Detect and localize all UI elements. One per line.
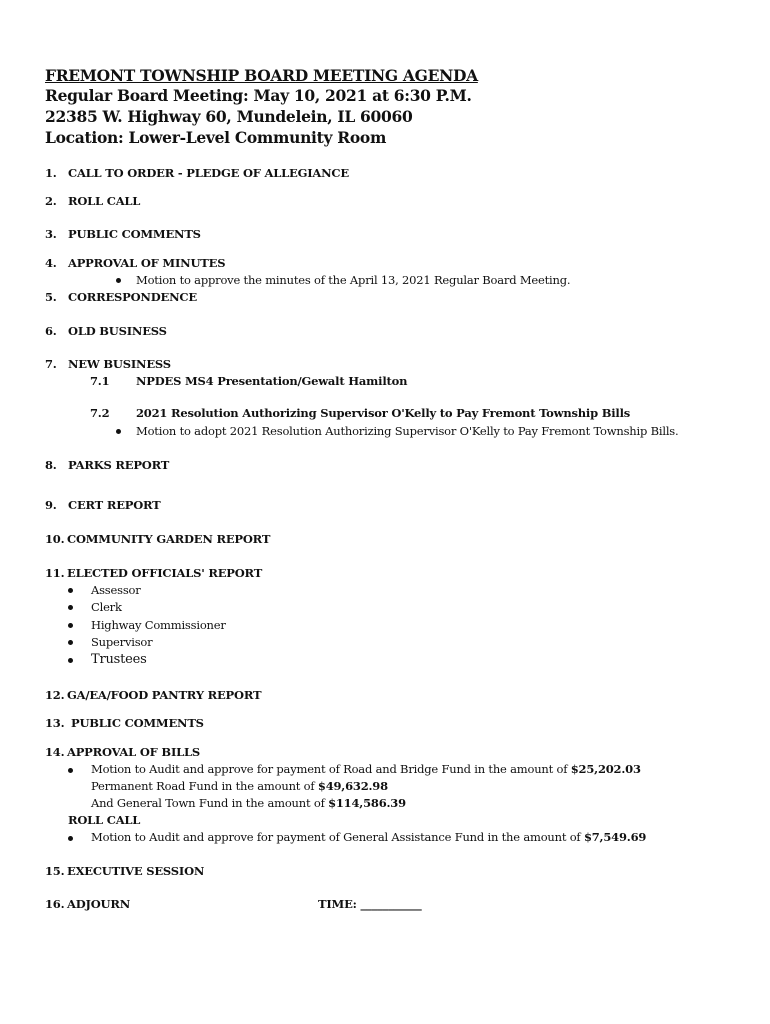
agenda-item-12: [45, 688, 261, 702]
item-number: 14.: [45, 745, 65, 759]
subitem-text: 2021 Resolution Authorizing Supervisor O'Kelly to Pay Fremont Township Bills: [136, 406, 631, 420]
bullet-icon: [116, 429, 121, 434]
item-number: 5.: [45, 290, 57, 304]
item-number: 8.: [45, 458, 57, 472]
item-number: 3.: [45, 227, 57, 241]
item-text: ROLL CALL: [68, 194, 141, 208]
agenda-item-8: [45, 458, 169, 472]
bills-general-town: [91, 796, 406, 810]
meeting-datetime: Regular Board Meeting: May 10, 2021 at 6:30 P.M.: [45, 86, 472, 105]
amount-permanent-road: $49,632.98: [317, 779, 388, 793]
motion-text: Motion to Audit and approve for payment of General Assistance Fund in the amount of: [91, 830, 584, 844]
item-number: 6.: [45, 324, 57, 338]
minutes-motion: Motion to approve the minutes of the April 13, 2021 Regular Board Meeting.: [136, 273, 571, 287]
item-text: EXECUTIVE SESSION: [67, 864, 205, 878]
adjourn-time-field: TIME: ___________: [318, 897, 422, 911]
amount-general-town: $114,586.39: [328, 796, 406, 810]
agenda-item-6: [45, 324, 167, 338]
bullet-icon: [68, 836, 73, 841]
agenda-subitem-7-1: [90, 374, 407, 388]
item-number: 11.: [45, 566, 65, 580]
official-assessor: Assessor: [91, 583, 141, 597]
item-text: CORRESPONDENCE: [68, 290, 197, 304]
motion-text: Permanent Road Fund in the amount of: [91, 779, 318, 793]
bills-permanent-road: [91, 779, 388, 793]
meeting-address: 22385 W. Highway 60, Mundelein, IL 60060: [45, 107, 413, 126]
agenda-item-10: [45, 532, 270, 546]
official-trustees: Trustees: [91, 652, 147, 667]
item-text: PARKS REPORT: [68, 458, 170, 472]
resolution-motion: Motion to adopt 2021 Resolution Authorizing Supervisor O'Kelly to Pay Fremont Township Bills.: [136, 424, 679, 438]
item-number: 1.: [45, 166, 57, 180]
agenda-item-1: [45, 166, 349, 180]
agenda-item-9: [45, 498, 161, 512]
bullet-icon: [68, 605, 73, 610]
item-number: 4.: [45, 256, 57, 270]
subitem-text: NPDES MS4 Presentation/Gewalt Hamilton: [136, 374, 408, 388]
agenda-item-15: [45, 864, 204, 878]
amount-general-assistance: $7,549.69: [583, 830, 647, 844]
bills-motion-road-bridge: [91, 762, 641, 776]
item-number: 2.: [45, 194, 57, 208]
official-clerk: Clerk: [91, 600, 122, 614]
official-highway-commissioner: Highway Commissioner: [91, 618, 226, 632]
item-text: APPROVAL OF BILLS: [67, 745, 200, 759]
bills-motion-general-assistance: [91, 830, 646, 844]
item-number: 12.: [45, 688, 65, 702]
official-supervisor: Supervisor: [91, 635, 153, 649]
item-number: 9.: [45, 498, 57, 512]
agenda-item-5: [45, 290, 197, 304]
bullet-icon: [116, 278, 121, 283]
item-number: 16.: [45, 897, 65, 911]
item-text: PUBLIC COMMENTS: [71, 716, 204, 730]
item-number: 10.: [45, 532, 65, 546]
item-text: APPROVAL OF MINUTES: [68, 256, 226, 270]
agenda-item-11: [45, 566, 262, 580]
item-text: ADJOURN: [67, 897, 131, 911]
agenda-item-3: [45, 227, 201, 241]
agenda-item-4: [45, 256, 225, 270]
item-number: 7.: [45, 357, 57, 371]
item-number: 15.: [45, 864, 65, 878]
item-text: OLD BUSINESS: [68, 324, 167, 338]
amount-road-bridge: $25,202.03: [570, 762, 641, 776]
bullet-icon: [68, 768, 73, 773]
item-text: PUBLIC COMMENTS: [68, 227, 201, 241]
item-text: NEW BUSINESS: [68, 357, 171, 371]
agenda-item-14: [45, 745, 200, 759]
motion-text: And General Town Fund in the amount of: [91, 796, 329, 810]
item-text: ELECTED OFFICIALS' REPORT: [67, 566, 263, 580]
item-text: CALL TO ORDER - PLEDGE OF ALLEGIANCE: [68, 166, 349, 180]
bullet-icon: [68, 588, 73, 593]
agenda-item-7: [45, 357, 171, 371]
item-number: 13.: [45, 716, 65, 730]
subitem-number: 7.2: [90, 406, 110, 420]
item-text: CERT REPORT: [68, 498, 161, 512]
bullet-icon: [68, 623, 73, 628]
agenda-item-2: [45, 194, 140, 208]
agenda-item-16: [45, 897, 130, 911]
roll-call-label: ROLL CALL: [68, 813, 141, 827]
item-text: COMMUNITY GARDEN REPORT: [67, 532, 271, 546]
agenda-item-13: [45, 716, 204, 730]
bullet-icon: [68, 658, 73, 663]
meeting-location: Location: Lower-Level Community Room: [45, 128, 387, 147]
item-text: GA/EA/FOOD PANTRY REPORT: [67, 688, 262, 702]
motion-text: Motion to Audit and approve for payment of Road and Bridge Fund in the amount of: [91, 762, 571, 776]
bullet-icon: [68, 640, 73, 645]
page-title: FREMONT TOWNSHIP BOARD MEETING AGENDA: [45, 66, 478, 85]
subitem-number: 7.1: [90, 374, 110, 388]
agenda-subitem-7-2: [90, 406, 630, 420]
